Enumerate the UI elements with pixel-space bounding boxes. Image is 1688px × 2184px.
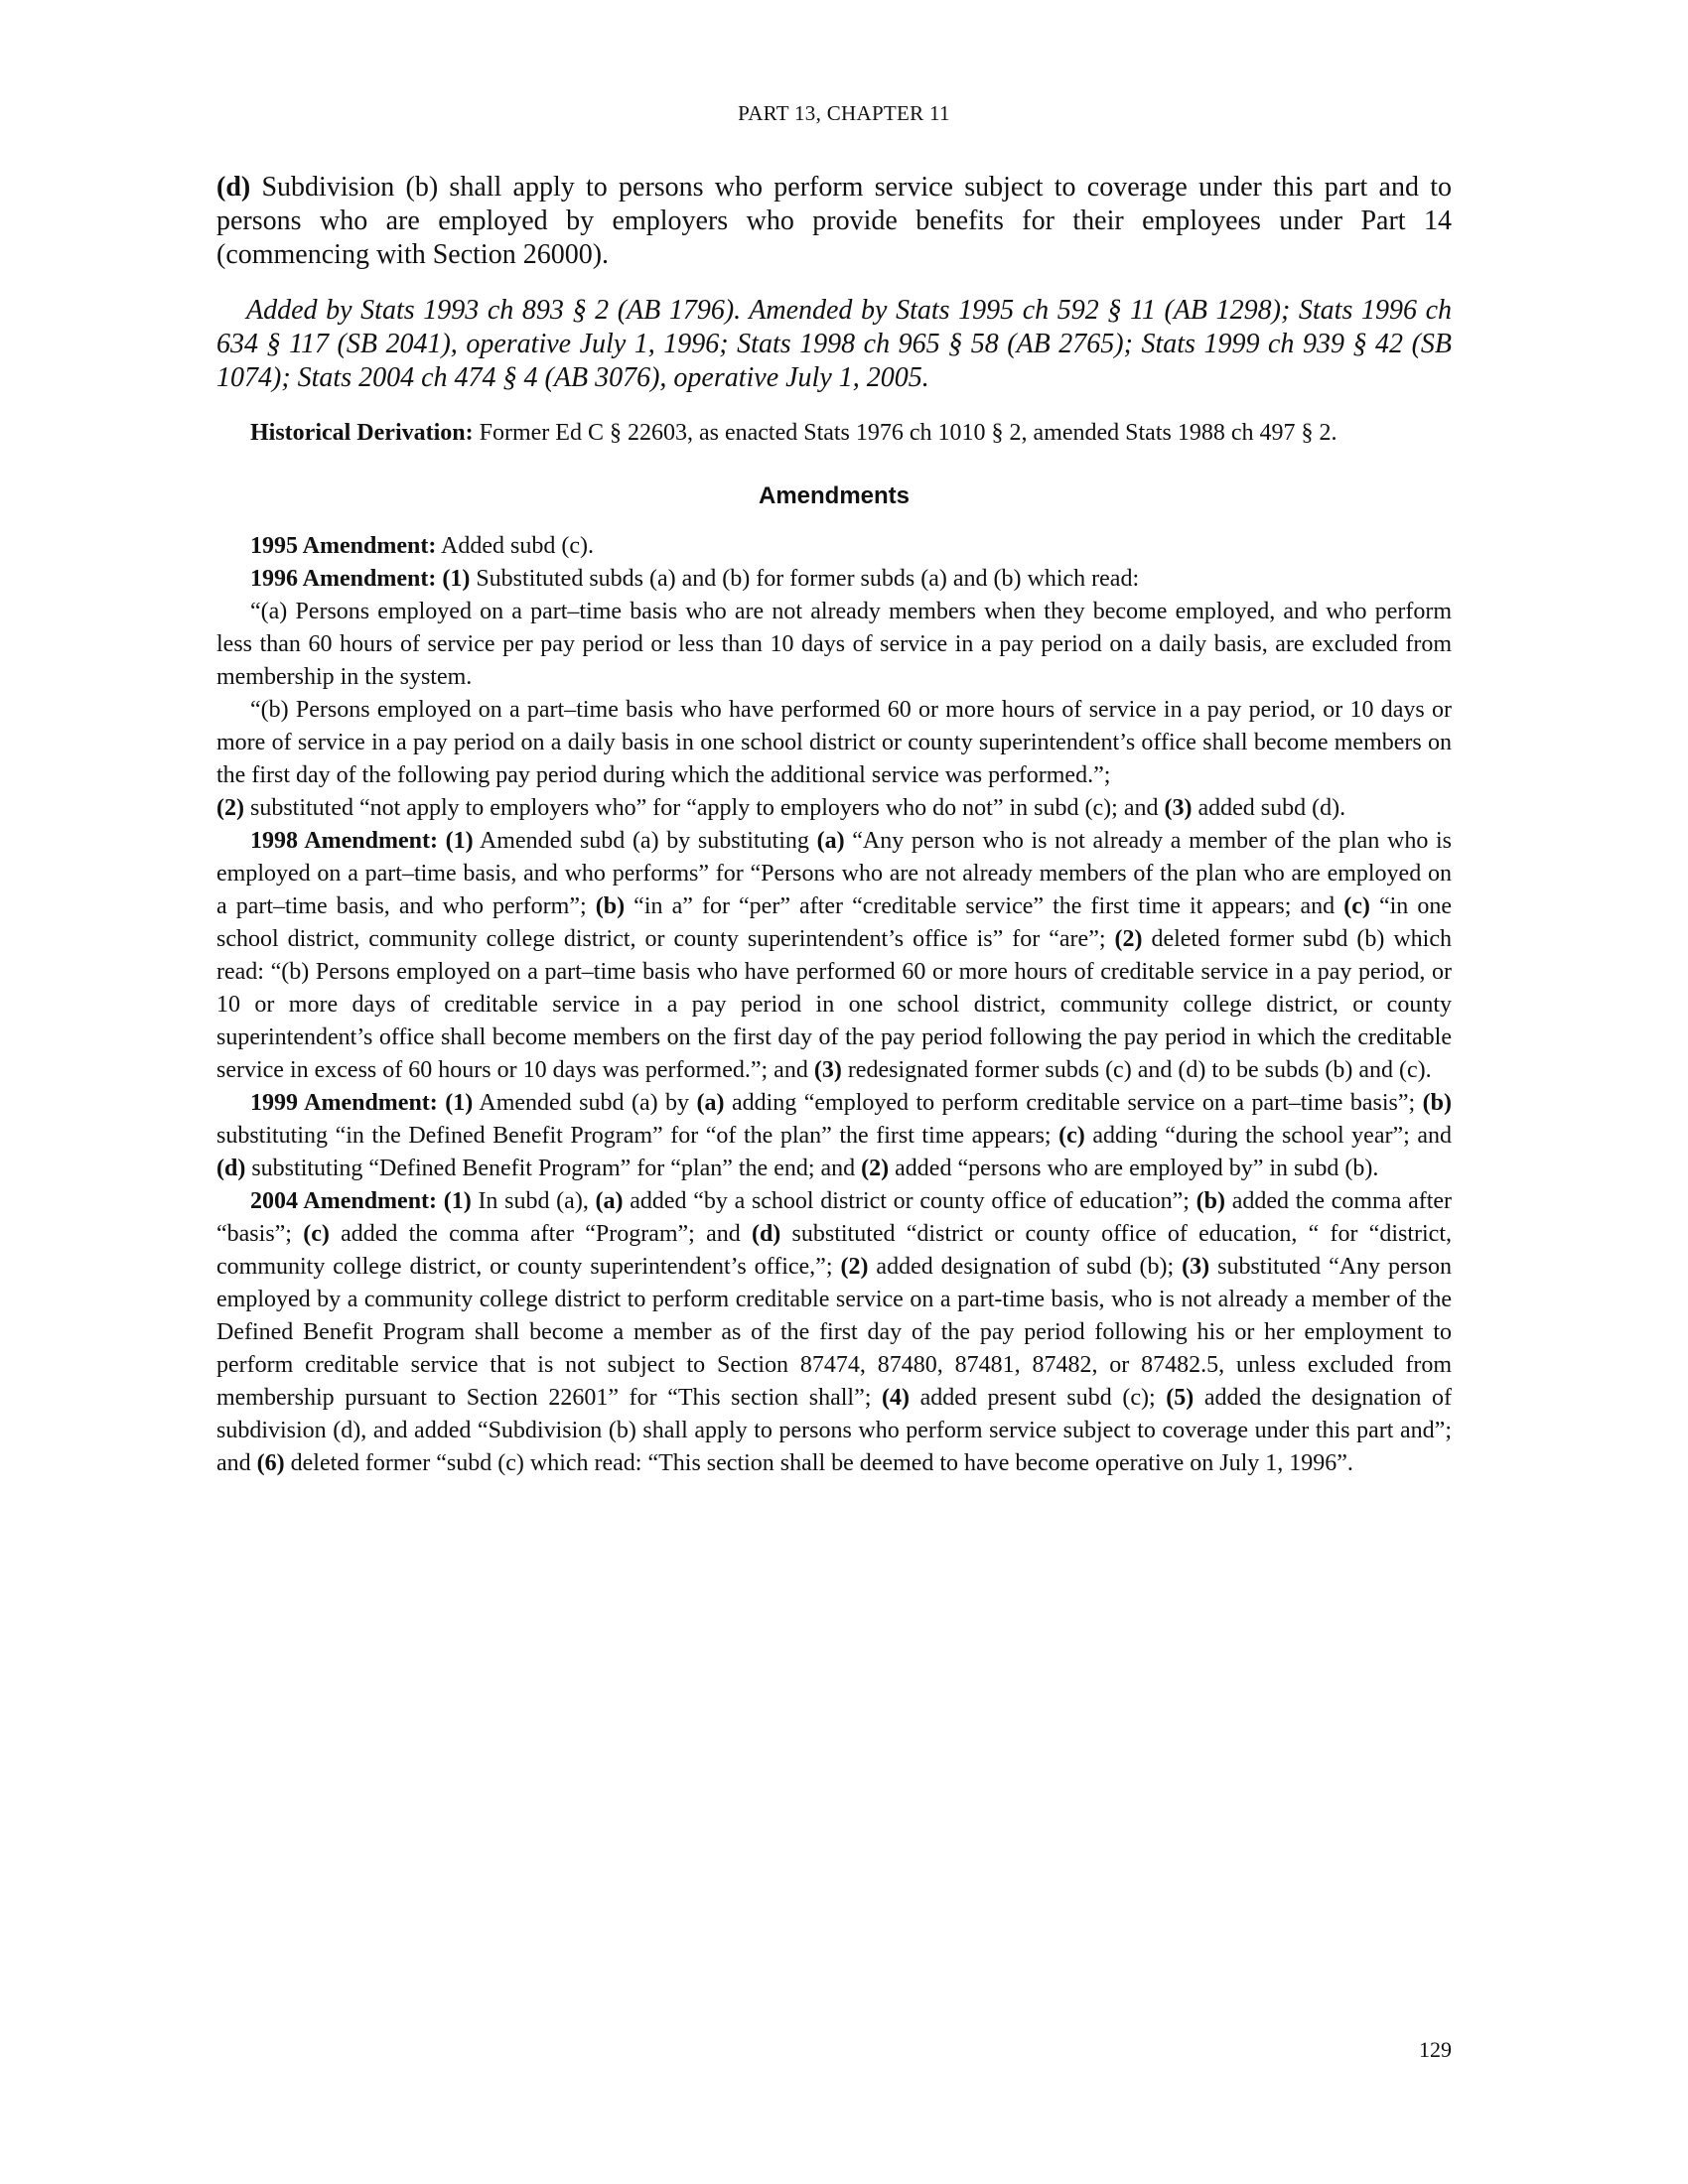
amendment-label: 2004 Amendment: bbox=[250, 1188, 438, 1214]
page-content bbox=[216, 171, 1452, 1480]
amendment-label: 1999 Amendment: bbox=[250, 1090, 438, 1116]
amendment-text: Added subd (c). bbox=[436, 533, 594, 559]
amendment-1996 bbox=[216, 563, 1452, 596]
item-number: (4) bbox=[882, 1385, 910, 1411]
item-number: (2) bbox=[840, 1254, 869, 1280]
amendment-text: Substituted subds (a) and (b) for former subds (a) and (b) which read: bbox=[470, 566, 1140, 592]
amendment-1995 bbox=[216, 530, 1452, 563]
item-letter: (b) bbox=[1422, 1090, 1452, 1116]
amendment-1999: 1999 Amendment: (1) Amended subd (a) by (a) adding “employed to perform creditable service on a part–time basis”; (b) substituting “in the Defined Benefit Program” for “of the plan” the first time appears; (c) adding “during the school year”; and (d) substituting “Defined Benefit Program” for “plan” the end; and (2) added “persons who are employed by” in subd (b). bbox=[216, 1090, 1452, 1181]
running-header: PART 13, CHAPTER 11 bbox=[738, 101, 950, 125]
item-number: (1) bbox=[442, 566, 471, 592]
item-letter: (d) bbox=[216, 1156, 246, 1181]
subdivision-label: (d) bbox=[216, 172, 251, 203]
history-note: Added by Stats 1993 ch 893 § 2 (AB 1796). Amended by Stats 1995 ch 592 § 11 (AB 1298); Stats 1996 ch 634 § 117 (SB 2041), operative July 1, 1996; Stats 1998 ch 965 § 58 (AB 2765); Stats 1999 ch 939 § 42 (SB 1074); Stats 2004 ch 474 § 4 (AB 3076), operative July 1, 2005. bbox=[216, 295, 1452, 393]
amendment-label: 1998 Amendment: bbox=[250, 828, 438, 854]
item-letter: (b) bbox=[1196, 1188, 1225, 1214]
item-number: (1) bbox=[445, 828, 474, 854]
item-number: (1) bbox=[445, 1090, 474, 1116]
item-number: (3) bbox=[1182, 1254, 1210, 1280]
item-letter: (b) bbox=[595, 893, 626, 919]
quoted-former-subd-a: “(a) Persons employed on a part–time basis who are not already members when they become employed, and who perform less than 60 hours of service per pay period or less than 10 days of service in a pay period on a daily basis, are excluded from membership in the system. bbox=[216, 599, 1452, 690]
amendment-2004: 2004 Amendment: (1) In subd (a), (a) added “by a school district or county office of education”; (b) added the comma after “basis”; (c) added the comma after “Program”; and (d) substituted “district or county office of education, “ for “district, community college district, or county superintendent’s office,”; (2) added designation of subd (b); (3) substituted “Any person employed by a community college district to perform creditable service on a part-time basis, who is not already a member of the Defined Benefit Program shall become a member as of the first day of the pay period following his or her employment to perform creditable service that is not subject to Section 87474, 87480, 87481, 87482, or 87482.5, unless excluded from membership pursuant to Section 22601” for “This section shall”; (4) added present subd (c); (5) added the designation of subdivision (d), and added “Subdivision (b) shall apply to persons who perform service subject to coverage under this part and”; and (6) deleted former “subd (c) which read: “This section shall be deemed to have become operative on July 1, 1996”. bbox=[216, 1188, 1453, 1476]
item-letter: (a) bbox=[595, 1188, 624, 1214]
item-number: (2) bbox=[1114, 926, 1143, 952]
item-letter: (a) bbox=[816, 828, 845, 854]
quoted-former-subd-b: “(b) Persons employed on a part–time basis who have performed 60 or more hours of service in a pay period, or 10 days or more of service in a pay period on a daily basis in one school district or county superintendent’s office shall become members on the first day of the following pay period during which the additional service was performed.”; bbox=[216, 697, 1452, 788]
derivation-label: Historical Derivation: bbox=[250, 420, 474, 446]
subdivision-text: Subdivision (b) shall apply to persons who perform service subject to coverage under this part and to persons who are employed by employers who provide benefits for their employees under Part 14 (commencing with Section 26000). bbox=[216, 172, 1452, 270]
item-letter: (c) bbox=[1343, 893, 1370, 919]
item-number: (3) bbox=[1164, 795, 1193, 821]
item-number: (1) bbox=[443, 1188, 472, 1214]
item-letter: (d) bbox=[751, 1221, 781, 1247]
item-letter: (c) bbox=[303, 1221, 330, 1247]
item-number: (2) bbox=[861, 1156, 890, 1181]
amendment-1996-continued: (2) substituted “not apply to employers who” for “apply to employers who do not” in subd (c); and (3) added subd (d). bbox=[216, 795, 1346, 821]
item-number: (2) bbox=[216, 795, 244, 821]
item-number: (6) bbox=[256, 1450, 285, 1476]
amendments-heading: Amendments bbox=[758, 482, 911, 509]
item-letter: (a) bbox=[696, 1090, 725, 1116]
historical-derivation bbox=[216, 417, 1452, 449]
amendment-label: 1995 Amendment: bbox=[250, 533, 437, 559]
item-letter: (c) bbox=[1058, 1123, 1085, 1149]
amendment-1998: 1998 Amendment: (1) Amended subd (a) by substituting (a) “Any person who is not already a member of the plan who is employed on a part–time basis, and who performs” for “Persons who are not already members of the plan who are employed on a part–time basis, and who perform”; (b) “in a” for “per” after “creditable service” the first time it appears; and (c) “in one school district, community college district, or county superintendent’s office is” for “are”; (2) deleted former subd (b) which read: “(b) Persons employed on a part–time basis who have performed 60 or more hours of creditable service in a pay period, or 10 or more days of creditable service in a pay period in one school district, community college district, or county superintendent’s office shall become members on the first day of the pay period following the pay period in which the creditable service in excess of 60 hours or 10 days was performed.”; and (3) redesignated former subds (c) and (d) to be subds (b) and (c). bbox=[216, 828, 1452, 1083]
item-number: (5) bbox=[1166, 1385, 1195, 1411]
subdivision-d bbox=[216, 171, 1452, 272]
derivation-text: Former Ed C § 22603, as enacted Stats 1976 ch 1010 § 2, amended Stats 1988 ch 497 § 2. bbox=[473, 420, 1337, 446]
amendment-label: 1996 Amendment: bbox=[250, 566, 437, 592]
item-number: (3) bbox=[813, 1057, 842, 1083]
page-number: 129 bbox=[1419, 2037, 1452, 2062]
